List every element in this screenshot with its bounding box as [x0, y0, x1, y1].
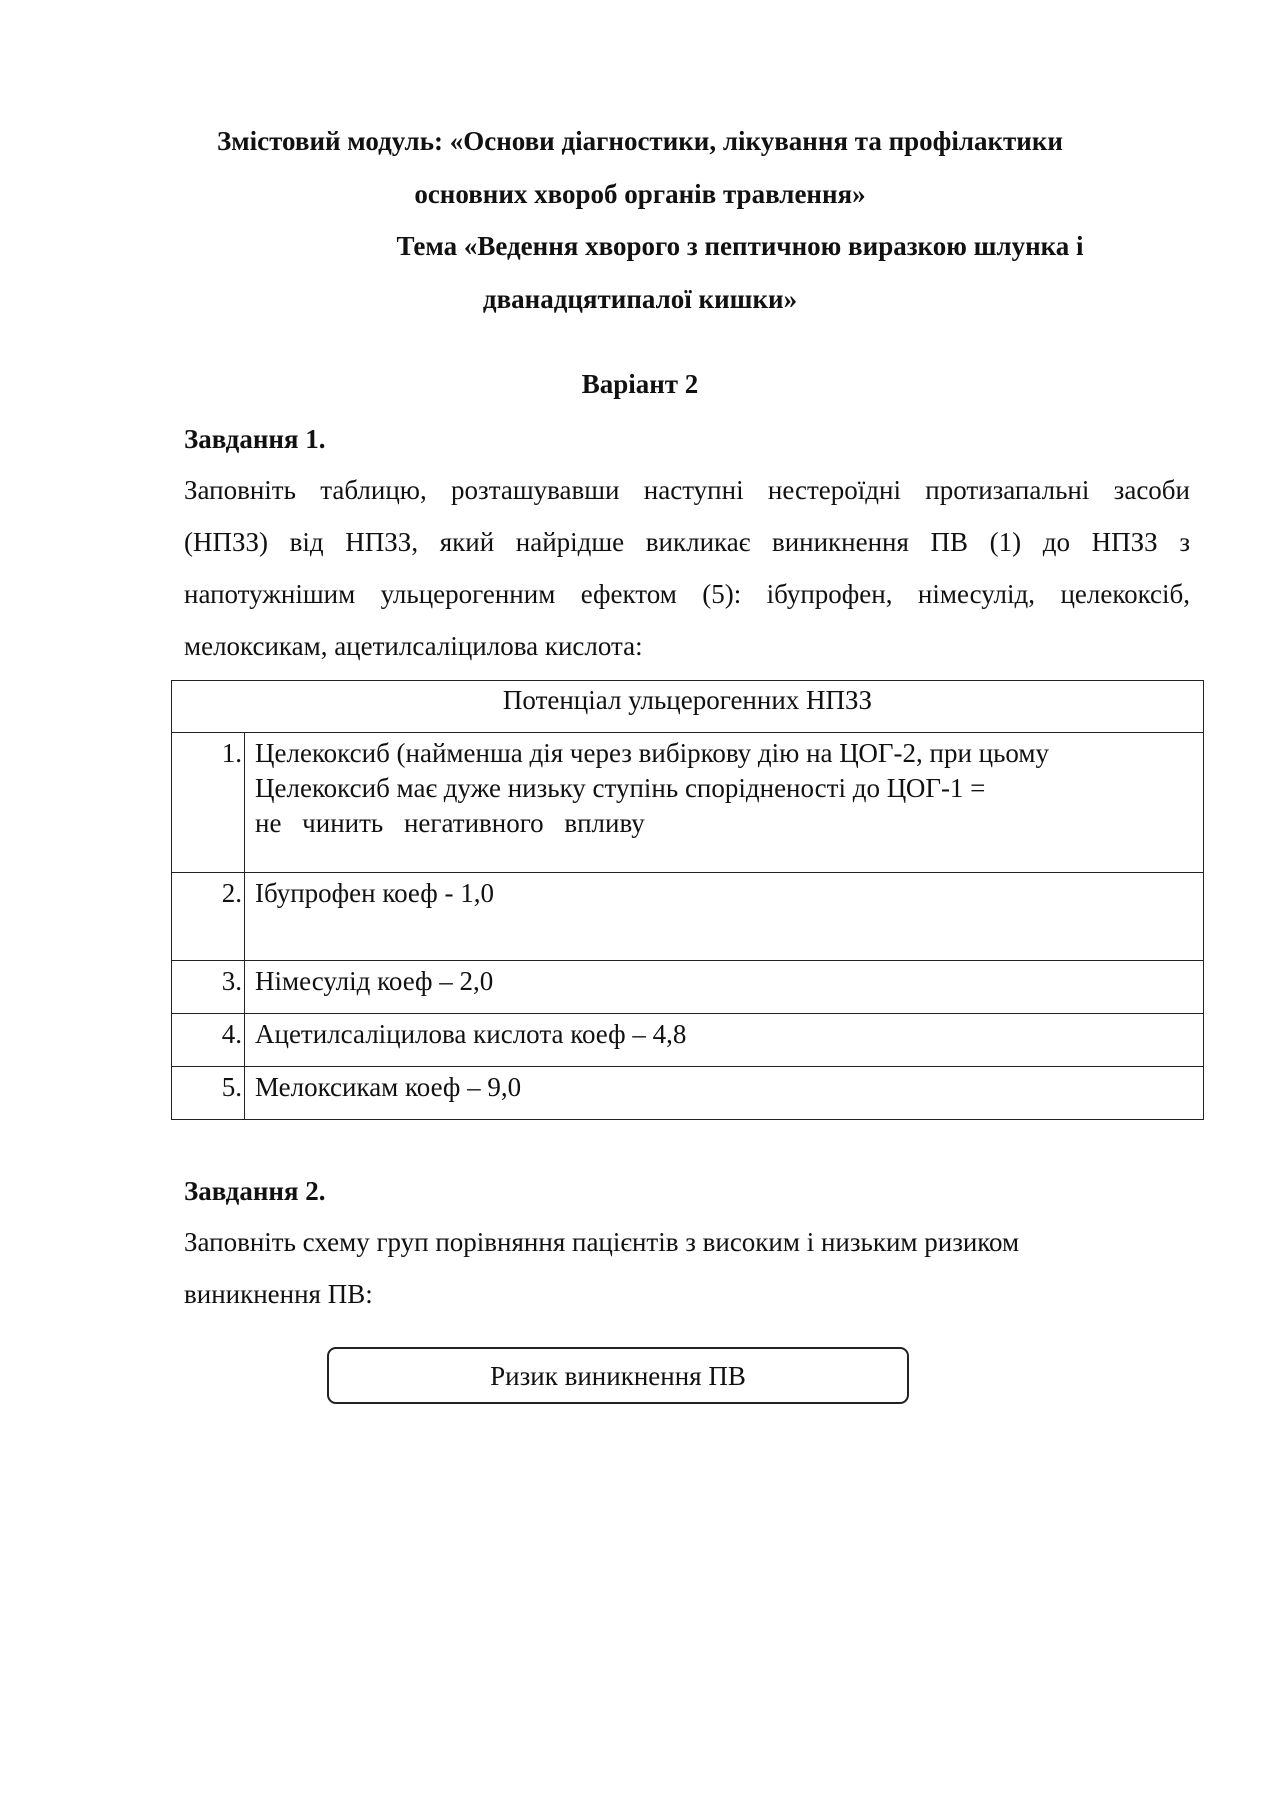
table-row: [172, 733, 1204, 873]
row-text: [245, 1014, 1204, 1067]
topic-title-line-2: дванадцятипалої кишки»: [482, 284, 798, 314]
row-text: [245, 733, 1204, 873]
module-title-line-2: основних хвороб органів травлення»: [414, 179, 866, 209]
task1-instructions: [184, 464, 1190, 672]
table-row: [172, 873, 1204, 961]
row-text-line: Целекоксиб (найменша дія через вибіркову дію на ЦОГ-2, при цьому: [255, 738, 1049, 768]
row-text-line: Мелоксикам коеф – 9,0: [255, 1072, 522, 1102]
table-header: Потенціал ульцерогенних НПЗЗ: [172, 681, 1204, 733]
module-title-line-1: Змістовий модуль: «Основи діагностики, лікування та профілактики: [217, 126, 1063, 156]
row-text: [245, 873, 1204, 961]
topic-title-line-1: Тема «Ведення хворого з пептичною виразкою шлунка і: [396, 231, 1084, 261]
task1-text-line: напотужнішим ульцерогенним ефектом (5): ібупрофен, німесулід, целекоксіб,: [184, 579, 1190, 609]
row-text-line: Ібупрофен коеф - 1,0: [255, 878, 494, 908]
row-text: [245, 961, 1204, 1014]
variant-title: Варіант 2: [581, 369, 699, 399]
row-number: 3.: [172, 961, 245, 1014]
row-text-line: не чинить негативного впливу: [255, 808, 645, 838]
row-number: 1.: [172, 733, 245, 873]
npzz-table: [171, 680, 1204, 1120]
task1-text-line: Заповніть таблицю, розташувавши наступні нестероїдні протизапальні засоби: [184, 475, 1190, 505]
row-text-line: Целекоксиб має дуже низьку ступінь спорідненості до ЦОГ-1 =: [255, 773, 986, 803]
risk-diagram-box: Ризик виникнення ПВ: [327, 1347, 909, 1404]
table-header-row: [172, 681, 1204, 733]
row-number: 2.: [172, 873, 245, 961]
row-number: 5.: [172, 1067, 245, 1120]
table-row: [172, 961, 1204, 1014]
row-text-line: Німесулід коеф – 2,0: [255, 966, 494, 996]
task2-text-line: Заповніть схему груп порівняння пацієнтів з високим і низьким ризиком: [184, 1227, 1020, 1257]
task1-title: Завдання 1.: [184, 424, 326, 454]
task2-title: Завдання 2.: [184, 1176, 326, 1206]
task1-text-line: (НПЗЗ) від НПЗЗ, який найрідше викликає виникнення ПВ (1) до НПЗЗ з: [184, 527, 1190, 557]
row-number: 4.: [172, 1014, 245, 1067]
task1-text-line: мелоксикам, ацетилсаліцилова кислота:: [184, 631, 643, 661]
row-text-line: Ацетилсаліцилова кислота коеф – 4,8: [255, 1019, 687, 1049]
table-row: [172, 1067, 1204, 1120]
table-row: [172, 1014, 1204, 1067]
task2-instructions: [184, 1216, 1190, 1320]
row-text: [245, 1067, 1204, 1120]
task2-text-line: виникнення ПВ:: [184, 1279, 373, 1309]
